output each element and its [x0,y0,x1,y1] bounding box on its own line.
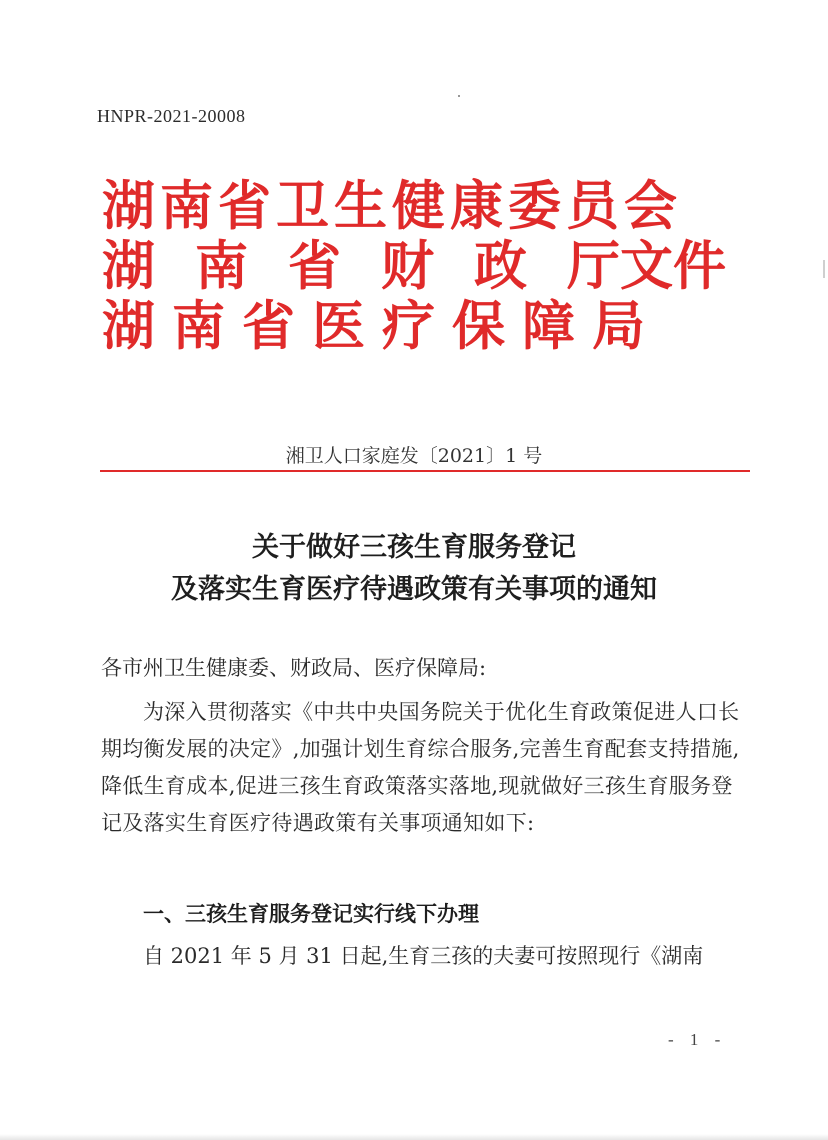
scan-edge-mark [823,260,825,278]
header-char: 省 [242,295,295,357]
section-heading-1: 一、三孩生育服务登记实行线下办理 [143,902,479,926]
header-char: 政 [474,235,527,297]
paragraph-intro: 为深入贯彻落实《中共中央国务院关于优化生育政策促进人口长期均衡发展的决定》,加强计划生育综合服务,完善生育配套支持措施,降低生育成本,促进三孩生育政策落实落地,现就做好三孩生育服务登记及落实生育医疗待遇政策有关事项通知如下: [101,700,740,835]
header-char: 局 [592,295,645,357]
header-char: 障 [522,295,575,357]
header-char: 南 [172,295,225,357]
paragraph-section-1: 自 2021 年 5 月 31 日起,生育三孩的夫妻可按照现行《湖南 [143,944,704,968]
document-number: 湘卫人口家庭发〔2021〕1 号 [285,445,543,467]
document-code: HNPR-2021-20008 [97,106,246,126]
header-char: 疗 [382,295,435,357]
header-char: 湖 [102,295,155,357]
page-bottom-edge [0,1134,828,1140]
header-char: 湖 [102,235,155,297]
header-char: 省 [288,235,341,297]
header-char: 财 [381,235,434,297]
page-number: - 1 - [668,1030,727,1049]
header-issuer-health-commission: 湖南省卫生健康委员会 [102,175,682,237]
header-issuer-medical-security-bureau [102,296,645,356]
header-char: 厅文件 [567,235,726,297]
header-issuer-finance-department [102,236,726,296]
header-char: 保 [452,295,505,357]
header-char: 南 [195,235,248,297]
notice-title-line-2: 及落实生育医疗待遇政策有关事项的通知 [171,574,657,605]
salutation: 各市州卫生健康委、财政局、医疗保障局: [101,656,487,680]
red-divider-line [100,470,750,472]
scan-speck [458,95,460,97]
notice-title-line-1: 关于做好三孩生育服务登记 [252,532,576,563]
header-char: 医 [312,295,365,357]
